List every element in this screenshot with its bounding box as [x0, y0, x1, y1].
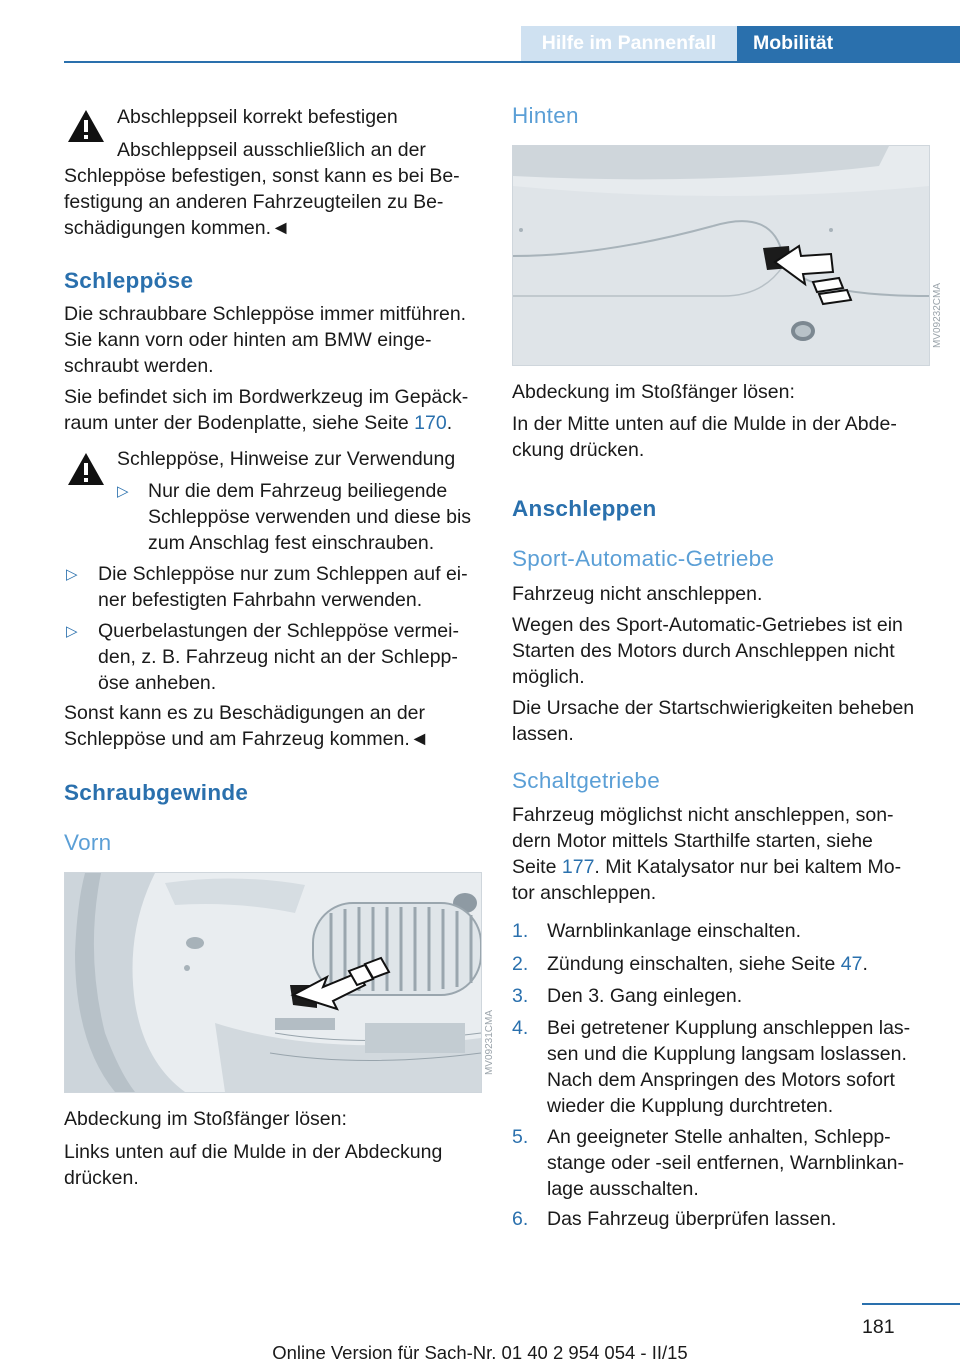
- text: .: [446, 412, 453, 434]
- list-item-line: zum Anschlag fest einschrauben.: [148, 532, 435, 554]
- page-link[interactable]: 177: [561, 856, 595, 878]
- list-item-line: Nur die dem Fahrzeug beiliegende: [148, 480, 448, 502]
- step-text: sen und die Kupplung langsam loslassen.: [547, 1043, 907, 1065]
- subsection-heading: Sport-Automatic-Getriebe: [512, 546, 775, 571]
- paragraph-line: In der Mitte unten auf die Mulde in der Abde-: [512, 413, 897, 435]
- section-heading: Schleppöse: [64, 268, 194, 293]
- step-number: 5.: [512, 1126, 529, 1148]
- step-text: stange oder -seil entfernen, Warnblinkan-: [547, 1152, 904, 1174]
- page-link[interactable]: 47: [840, 953, 863, 975]
- rear-bumper-figure: [512, 145, 930, 366]
- header-rule: [64, 61, 960, 63]
- subsection-heading: Hinten: [512, 103, 579, 128]
- paragraph-line: Links unten auf die Mulde in der Abdeckung: [64, 1141, 443, 1163]
- warning-icon: [66, 451, 106, 487]
- warning-text: Schleppöse befestigen, sonst kann es bei Be-: [64, 165, 460, 187]
- figure-caption: Abdeckung im Stoßfänger lösen:: [64, 1108, 347, 1130]
- paragraph-line: Sie befindet sich im Bordwerkzeug im Gepäck-: [64, 386, 469, 408]
- step-text: An geeigneter Stelle anhalten, Schlepp-: [547, 1126, 891, 1148]
- paragraph-line: Sonst kann es zu Beschädigungen an der: [64, 702, 426, 724]
- subsection-heading: Vorn: [64, 830, 112, 855]
- step-text: Den 3. Gang einlegen.: [547, 985, 743, 1007]
- text: Seite: [512, 856, 562, 878]
- step-number: 4.: [512, 1017, 529, 1039]
- section-heading: Anschleppen: [512, 496, 657, 521]
- paragraph-line: tor anschleppen.: [512, 882, 657, 904]
- step-text: lage ausschalten.: [547, 1178, 699, 1200]
- paragraph-line: dern Motor mittels Starthilfe starten, siehe: [512, 830, 873, 852]
- list-item-line: den, z. B. Fahrzeug nicht an der Schlepp-: [98, 646, 458, 668]
- front-bumper-illustration: [65, 873, 481, 1092]
- warning-text: festigung an anderen Fahrzeugteilen zu Be-: [64, 191, 444, 213]
- step-text: wieder die Kupplung durchtreten.: [547, 1095, 834, 1117]
- paragraph-line: Starten des Motors durch Anschleppen nicht: [512, 640, 895, 662]
- figure-code: MV09232CMA: [932, 283, 943, 349]
- paragraph-line: Schleppöse und am Fahrzeug kommen.◄: [64, 728, 430, 750]
- step-text: Warnblinkanlage einschalten.: [547, 920, 802, 942]
- paragraph-line: drücken.: [64, 1167, 139, 1189]
- footer-version: Online Version für Sach-Nr. 01 40 2 954 054 - II/15: [272, 1342, 688, 1363]
- paragraph-line: Fahrzeug nicht anschleppen.: [512, 583, 763, 605]
- paragraph-line: [512, 854, 901, 880]
- triangle-bullet-icon: ▷: [66, 566, 78, 583]
- text: Zündung einschalten, siehe Seite: [547, 953, 841, 975]
- page-number: 181: [862, 1316, 895, 1338]
- step-text: [547, 951, 868, 977]
- step-number: 6.: [512, 1208, 529, 1230]
- warning-icon: [66, 108, 106, 144]
- list-item-line: ner befestigten Fahrbahn verwenden.: [98, 589, 423, 611]
- paragraph-line: ckung drücken.: [512, 439, 645, 461]
- warning-title: Abschleppseil korrekt befestigen: [117, 106, 398, 128]
- step-text: Nach dem Anspringen des Motors sofort: [547, 1069, 895, 1091]
- step-number: 2.: [512, 953, 529, 975]
- figure-code: MV09231CMA: [484, 1010, 495, 1076]
- text: raum unter der Bodenplatte, siehe Seite: [64, 412, 415, 434]
- header-section-tab[interactable]: Hilfe im Pannenfall: [521, 26, 737, 61]
- paragraph-line: Die Ursache der Startschwierigkeiten beheben: [512, 697, 915, 719]
- step-text: Bei getretener Kupplung anschleppen las-: [547, 1017, 911, 1039]
- step-number: 1.: [512, 920, 529, 942]
- list-item-line: Die Schleppöse nur zum Schleppen auf ei-: [98, 563, 468, 585]
- list-item-line: Querbelastungen der Schleppöse vermei-: [98, 620, 459, 642]
- paragraph-line: schraubt werden.: [64, 355, 214, 377]
- triangle-bullet-icon: ▷: [66, 623, 78, 640]
- triangle-bullet-icon: ▷: [117, 483, 129, 500]
- list-item-line: Schleppöse verwenden und diese bis: [148, 506, 472, 528]
- text: .: [862, 953, 868, 975]
- figure-caption: Abdeckung im Stoßfänger lösen:: [512, 381, 795, 403]
- paragraph-line: Wegen des Sport-Automatic-Getriebes ist ein: [512, 614, 903, 636]
- warning-text: schädigungen kommen.◄: [64, 217, 291, 239]
- subsection-heading: Schaltgetriebe: [512, 768, 661, 793]
- header-chapter-tab[interactable]: Mobilität: [737, 26, 960, 61]
- warning-title: Schleppöse, Hinweise zur Verwendung: [117, 448, 456, 470]
- footer-rule: [862, 1303, 960, 1305]
- paragraph-line: möglich.: [512, 666, 585, 688]
- text: . Mit Katalysator nur bei kaltem Mo-: [594, 856, 902, 878]
- list-item-line: öse anheben.: [98, 672, 217, 694]
- step-text: Das Fahrzeug überprüfen lassen.: [547, 1208, 837, 1230]
- section-heading: Schraubgewinde: [64, 780, 249, 805]
- paragraph-line: lassen.: [512, 723, 574, 745]
- warning-text: Abschleppseil ausschließlich an der: [117, 139, 426, 161]
- paragraph-line: [64, 410, 452, 436]
- front-bumper-figure: [64, 872, 482, 1093]
- rear-bumper-illustration: [513, 146, 929, 365]
- page-link[interactable]: 170: [414, 412, 447, 434]
- paragraph-line: Fahrzeug möglichst nicht anschleppen, son-: [512, 804, 894, 826]
- step-number: 3.: [512, 985, 529, 1007]
- paragraph-line: Sie kann vorn oder hinten am BMW einge-: [64, 329, 432, 351]
- paragraph-line: Die schraubbare Schleppöse immer mitführen.: [64, 303, 467, 325]
